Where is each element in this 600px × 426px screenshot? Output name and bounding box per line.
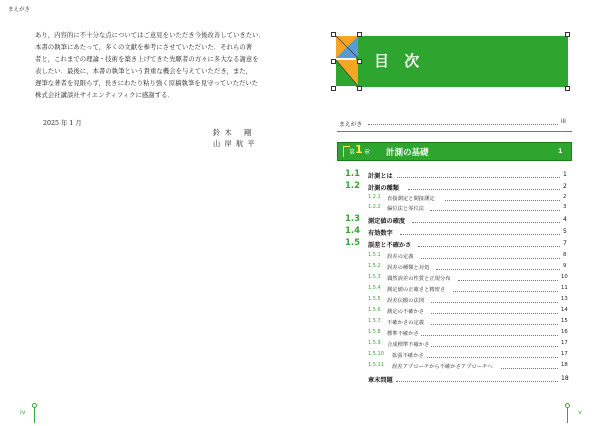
chapter-page: 1 <box>558 147 563 155</box>
preface-line: 者と，これまでの理論・技術を築き上げてきた先駆者の方々に多大なる謝意を <box>35 55 259 63</box>
divider <box>337 131 572 132</box>
leader-dots <box>397 177 560 178</box>
leader-dots <box>427 357 558 358</box>
subsection-title[interactable]: 誤差伝搬の法則 <box>387 298 425 304</box>
subsection-page: 14 <box>561 307 568 313</box>
leader-dots <box>458 280 558 281</box>
preface-date: 2025 年 1 月 <box>43 120 82 127</box>
chapter-prefix: 第 <box>349 149 356 156</box>
preface-line: 遅筆な著者を見限らず，長きにわたり粘り強く原稿執筆を見守っていただいた <box>35 79 259 87</box>
section-title[interactable]: 計測の種類 <box>368 185 399 192</box>
chapter-suffix: 章 <box>364 149 371 156</box>
leader-dots <box>430 210 560 211</box>
selection-handle[interactable] <box>565 32 570 37</box>
folio-marker <box>563 403 573 425</box>
chapter-heading-bar[interactable] <box>337 142 572 161</box>
subsection-title[interactable]: 測定の不確かさ <box>387 309 425 315</box>
running-head: まえがき <box>8 7 31 13</box>
subsection-number: 1.5.3 <box>368 274 381 280</box>
subsection-page: 8 <box>563 252 567 258</box>
selection-handle[interactable] <box>565 86 570 91</box>
subsection-title[interactable]: 誤差の定義 <box>387 254 414 260</box>
subsection-title[interactable]: 誤差アプローチから不確かさアプローチへ <box>392 364 493 370</box>
chapter-number: 1 <box>355 143 363 156</box>
selection-handle[interactable] <box>331 59 336 64</box>
toc-title: 目 次 <box>374 52 425 70</box>
selection-handle[interactable] <box>357 32 362 37</box>
leader-dots <box>431 302 558 303</box>
subsection-number: 1.5.4 <box>368 285 381 291</box>
section-number: 1.5 <box>345 238 361 248</box>
subsection-page: 10 <box>561 274 568 280</box>
leader-dots <box>408 189 560 190</box>
section-number: 1.3 <box>345 214 361 224</box>
section-number: 1.4 <box>345 226 361 236</box>
leader-dots <box>412 222 560 223</box>
subsection-title[interactable]: 誤差の種類と対処 <box>387 265 430 271</box>
subsection-title[interactable]: 偶然誤差の性質と正規分布 <box>387 276 451 282</box>
leader-dots <box>400 234 560 235</box>
leader-dots <box>436 269 560 270</box>
preface-line: あり，内容的に不十分な点についてはご意見をいただき今後改善していきたい． <box>35 31 265 39</box>
section-number: 1.1 <box>345 169 361 179</box>
subsection-number: 1.5.10 <box>368 351 384 357</box>
section-page: 2 <box>563 183 567 190</box>
toc-preface-label[interactable]: まえがき <box>339 122 363 128</box>
section-page: 4 <box>563 216 567 223</box>
preface-line: 本書の執筆にあたって，多くの文献を参考にさせていただいた．それらの著 <box>35 43 253 51</box>
selection-handle[interactable] <box>331 32 336 37</box>
leader-dots <box>421 335 558 336</box>
section-title[interactable]: 有効数字 <box>368 230 393 237</box>
subsection-number: 1.5.1 <box>368 252 381 258</box>
leader-dots <box>421 258 560 259</box>
subsection-page: 17 <box>561 351 568 357</box>
subsection-page: 3 <box>563 204 567 210</box>
subsection-page: 13 <box>561 296 568 302</box>
subsection-number: 1.5.6 <box>368 307 381 313</box>
subsection-page: 15 <box>561 318 568 324</box>
toc-preface-page: iii <box>561 119 566 125</box>
subsection-title[interactable]: 直接測定と間接測定 <box>387 196 435 202</box>
leader-dots <box>431 346 558 347</box>
page-number-left: iv <box>20 408 26 416</box>
subsection-title[interactable]: 拡張不確かさ <box>392 353 424 359</box>
subsection-number: 1.2.1 <box>368 194 381 200</box>
subsection-title[interactable]: 標準不確かさ <box>387 331 419 337</box>
leader-dots <box>501 368 558 369</box>
section-page: 7 <box>563 240 567 247</box>
chapter-title: 計測の基礎 <box>386 147 429 158</box>
subsection-page: 18 <box>561 362 568 368</box>
subsection-number: 1.5.7 <box>368 318 381 324</box>
section-number: 1.2 <box>345 181 361 191</box>
subsection-page: 17 <box>561 340 568 346</box>
leader-dots <box>445 200 560 201</box>
section-page: 1 <box>563 171 567 178</box>
leader-dots <box>418 246 560 247</box>
section-page: 5 <box>563 228 567 235</box>
page-number-right: v <box>578 408 582 416</box>
leader-dots <box>431 313 558 314</box>
subsection-number: 1.2.2 <box>368 204 381 210</box>
preface-line: 表したい．最後に，本書の執筆という貴重な機会を与えていただき，また， <box>35 67 253 75</box>
subsection-page: 11 <box>561 285 568 291</box>
subsection-title[interactable]: 測定値の正確さと精密さ <box>387 287 446 293</box>
author-name: 鈴 木 剛 <box>213 128 253 137</box>
subsection-page: 2 <box>563 194 567 200</box>
selection-handle[interactable] <box>357 86 362 91</box>
subsection-number: 1.5.5 <box>368 296 381 302</box>
leader-dots <box>396 381 558 382</box>
leader-dots <box>453 291 558 292</box>
selection-handle[interactable] <box>357 59 362 64</box>
subsection-title[interactable]: 合成標準不確かさ <box>387 342 430 348</box>
subsection-number: 1.5.8 <box>368 329 381 335</box>
subsection-title[interactable]: 偏位法と零位法 <box>387 206 425 212</box>
end-problems-page: 18 <box>561 375 569 382</box>
folio-marker <box>30 403 40 425</box>
author-name: 山 岸 航 平 <box>213 139 256 148</box>
subsection-title[interactable]: 不確かさの定義 <box>387 320 425 326</box>
selection-handle[interactable] <box>331 86 336 91</box>
end-problems-title[interactable]: 章末問題 <box>368 377 393 384</box>
subsection-page: 9 <box>563 263 567 269</box>
preface-line: 株式会社講談社サイエンティフィクに感謝する． <box>35 91 174 99</box>
subsection-page: 16 <box>561 329 568 335</box>
section-title[interactable]: 測定値の確度 <box>368 218 406 225</box>
leader-dots <box>368 124 558 125</box>
subsection-number: 1.5.2 <box>368 263 381 269</box>
section-title[interactable]: 誤差と不確かさ <box>368 242 412 249</box>
subsection-number: 1.5.11 <box>368 362 384 368</box>
section-title[interactable]: 計測とは <box>368 173 393 180</box>
subsection-number: 1.5.9 <box>368 340 381 346</box>
leader-dots <box>431 324 558 325</box>
